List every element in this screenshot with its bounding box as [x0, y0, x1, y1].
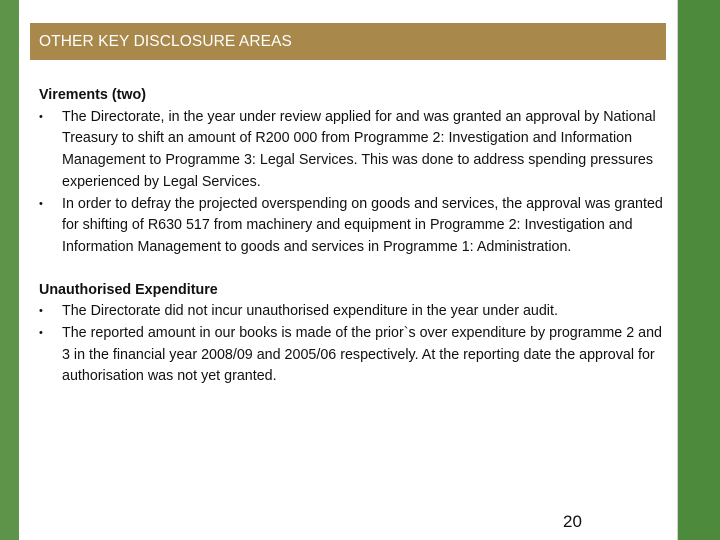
bullet-icon: • — [39, 327, 43, 340]
slide-content — [39, 85, 669, 388]
section-heading-unauthorised-expenditure: Unauthorised Expenditure — [39, 281, 218, 298]
virements-list — [39, 107, 669, 259]
bullet-icon: • — [39, 197, 43, 210]
list-item — [39, 323, 669, 388]
list-item-text: In order to defray the projected overspending on goods and services, the approval was granted for shifting of R630 517 from machinery and equipment in Programme 2: Investigation and Information Management to goods and services in Programme 1: Administration. — [62, 195, 663, 255]
right-decorative-stripe — [678, 0, 720, 540]
list-item-text: The Directorate, in the year under review applied for and was granted an approval by National Treasury to shift an amount of R200 000 from Programme 2: Investigation and Information Management to Programme 3: Legal Services. This was done to address spending pressures experienced by Legal Services. — [62, 108, 656, 190]
list-item-text: The reported amount in our books is made of the prior`s over expenditure by programme 2 and 3 in the financial year 2008/09 and 2005/06 respectively. At the reporting date the approval for authorisation was not yet granted. — [62, 325, 662, 385]
left-decorative-stripe — [0, 0, 19, 540]
slide-title: OTHER KEY DISCLOSURE AREAS — [30, 23, 666, 60]
section-heading-virements: Virements (two) — [39, 87, 146, 103]
list-item — [39, 194, 669, 259]
bullet-icon: • — [39, 305, 43, 318]
list-item-text: The Directorate did not incur unauthorised expenditure in the year under audit. — [62, 303, 558, 320]
bullet-icon: • — [39, 110, 43, 123]
list-item — [39, 301, 669, 323]
unauthorised-expenditure-list — [39, 301, 669, 388]
page-number: 20 — [563, 512, 582, 531]
list-item — [39, 107, 669, 194]
